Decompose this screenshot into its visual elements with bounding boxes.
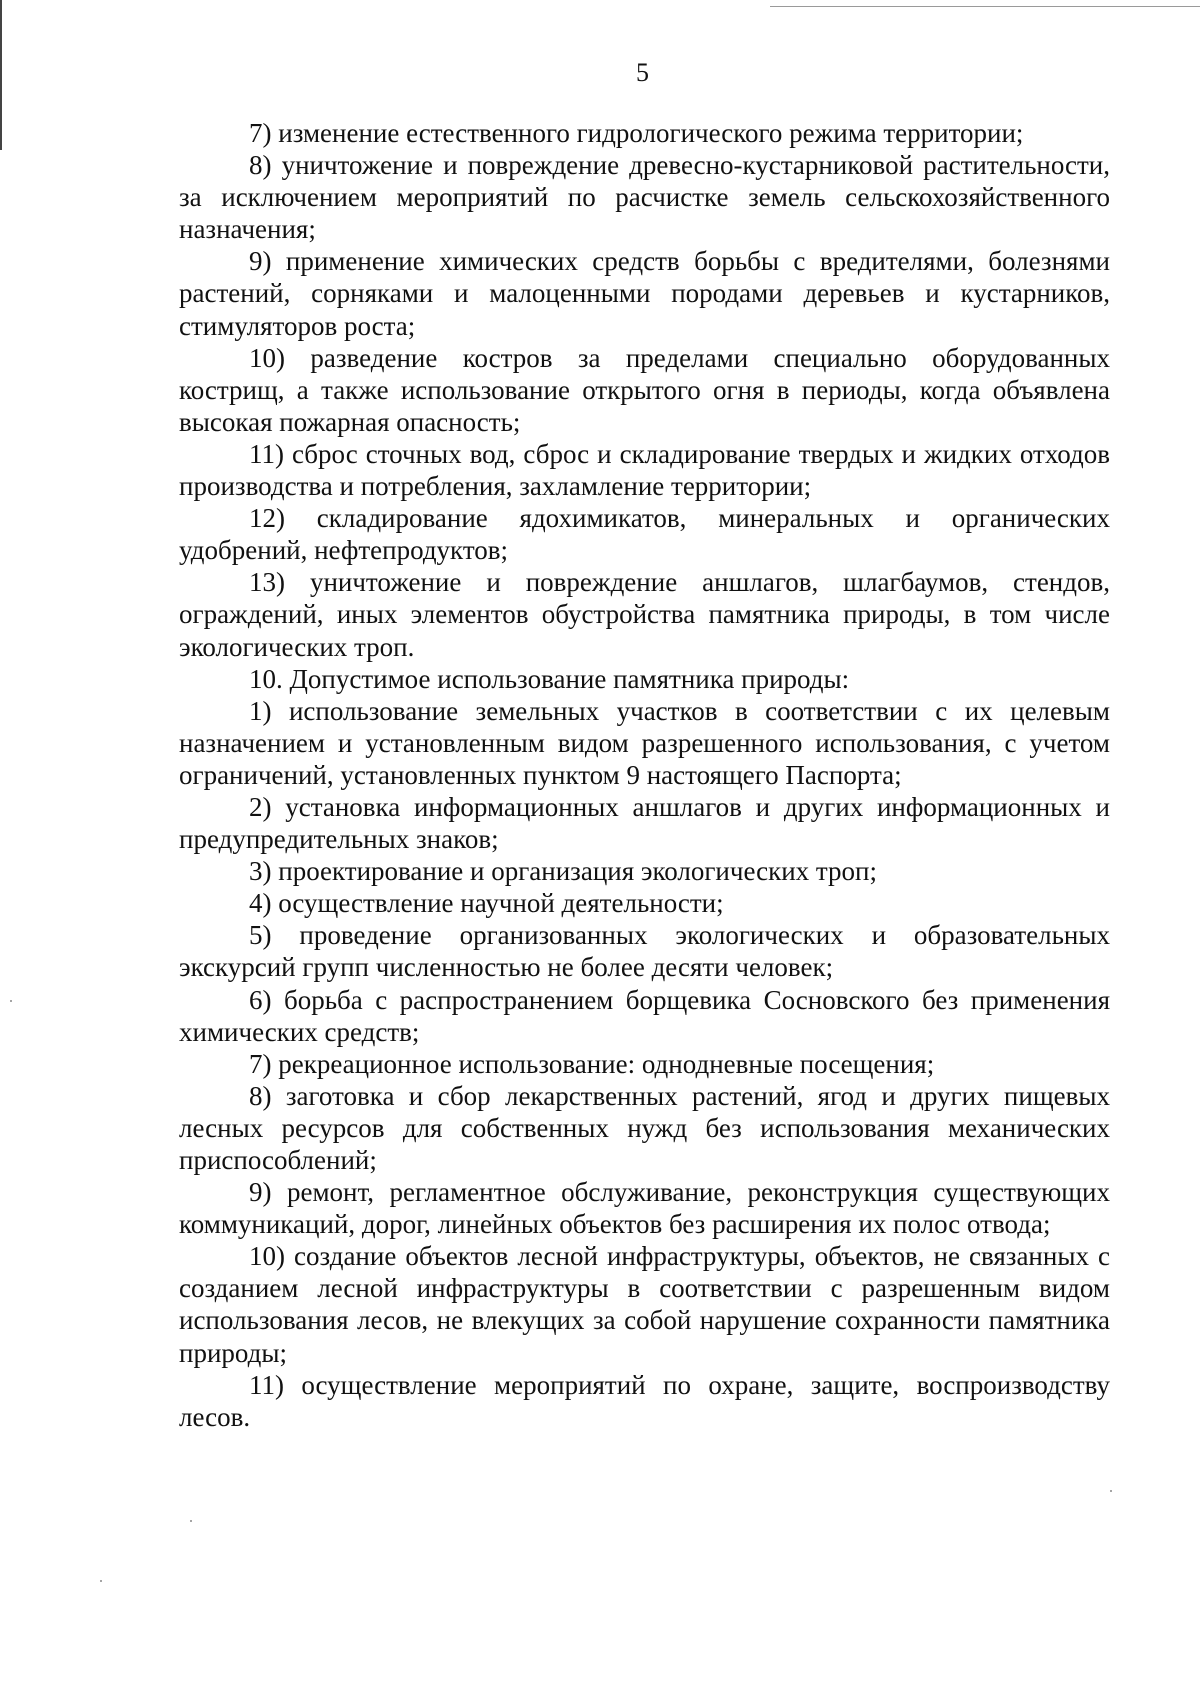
paragraph-prohibited-10: 10) разведение костров за пределами специально оборудованных кострищ, а также использование открытого огня в периоды, когда объявлена высокая пожарная опасность; [179,342,1110,437]
paragraph-permitted-9: 9) ремонт, регламентное обслуживание, реконструкция существующих коммуникаций, дорог, линейных объектов без расширения их полос отвода; [179,1177,1110,1240]
scan-edge-line [770,6,1200,7]
paragraph-permitted-3: 3) проектирование и организация экологических троп; [249,856,877,887]
scan-speck [190,1520,192,1522]
paragraph-permitted-5: 5) проведение организованных экологических и образовательных экскурсий групп численностью не более десяти человек; [179,920,1110,983]
paragraph-permitted-8: 8) заготовка и сбор лекарственных растений, ягод и других пищевых лесных ресурсов для собственных нужд без использования механических приспособлений; [179,1080,1110,1175]
paragraph-permitted-11: 11) осуществление мероприятий по охране, защите, воспроизводству лесов. [179,1369,1110,1432]
document-body [179,117,1110,1433]
paragraph-permitted-2: 2) установка информационных аншлагов и других информационных и предупредительных знаков; [179,791,1110,855]
paragraph-permitted-6: 6) борьба с распространением борщевика Сосновского без применения химических средств; [179,984,1110,1047]
paragraph-prohibited-7: 7) изменение естественного гидрологического режима территории; [249,118,1024,148]
paragraph-prohibited-8: 8) уничтожение и повреждение древесно-кустарниковой растительности, за исключением мероприятий по расчистке земель сельскохозяйственного назначения; [179,150,1110,245]
paragraph-prohibited-9: 9) применение химических средств борьбы с вредителями, болезнями растений, сорняками и малоценными породами деревьев и кустарников, стимуляторов роста; [179,246,1110,341]
section-heading-permitted-use: 10. Допустимое использование памятника природы: [249,663,850,694]
paragraph-permitted-4: 4) осуществление научной деятельности; [249,888,724,919]
paragraph-permitted-10: 10) создание объектов лесной инфраструктуры, объектов, не связанных с созданием лесной инфраструктуры в соответствии с разрешенным видом использования лесов, не влекущих за собой нарушение сохранности памятника природы; [179,1241,1110,1368]
scan-speck [100,1580,102,1582]
paragraph-permitted-7: 7) рекреационное использование: однодневные посещения; [249,1048,935,1079]
paragraph-prohibited-11: 11) сброс сточных вод, сброс и складирование твердых и жидких отходов производства и потребления, захламление территории; [179,438,1110,502]
paragraph-permitted-1: 1) использование земельных участков в соответствии с их целевым назначением и установленным видом разрешенного использования, с учетом ограничений, установленных пунктом 9 настоящего Паспорта; [179,695,1110,790]
paragraph-prohibited-12: 12) складирование ядохимикатов, минеральных и органических удобрений, нефтепродуктов; [179,503,1110,566]
scan-speck [10,1000,12,1002]
page-number: 5 [636,58,649,87]
paragraph-prohibited-13: 13) уничтожение и повреждение аншлагов, шлагбаумов, стендов, ограждений, иных элементов обустройства памятника природы, в том числе экологических троп. [179,567,1110,662]
scan-speck [1110,1490,1112,1492]
